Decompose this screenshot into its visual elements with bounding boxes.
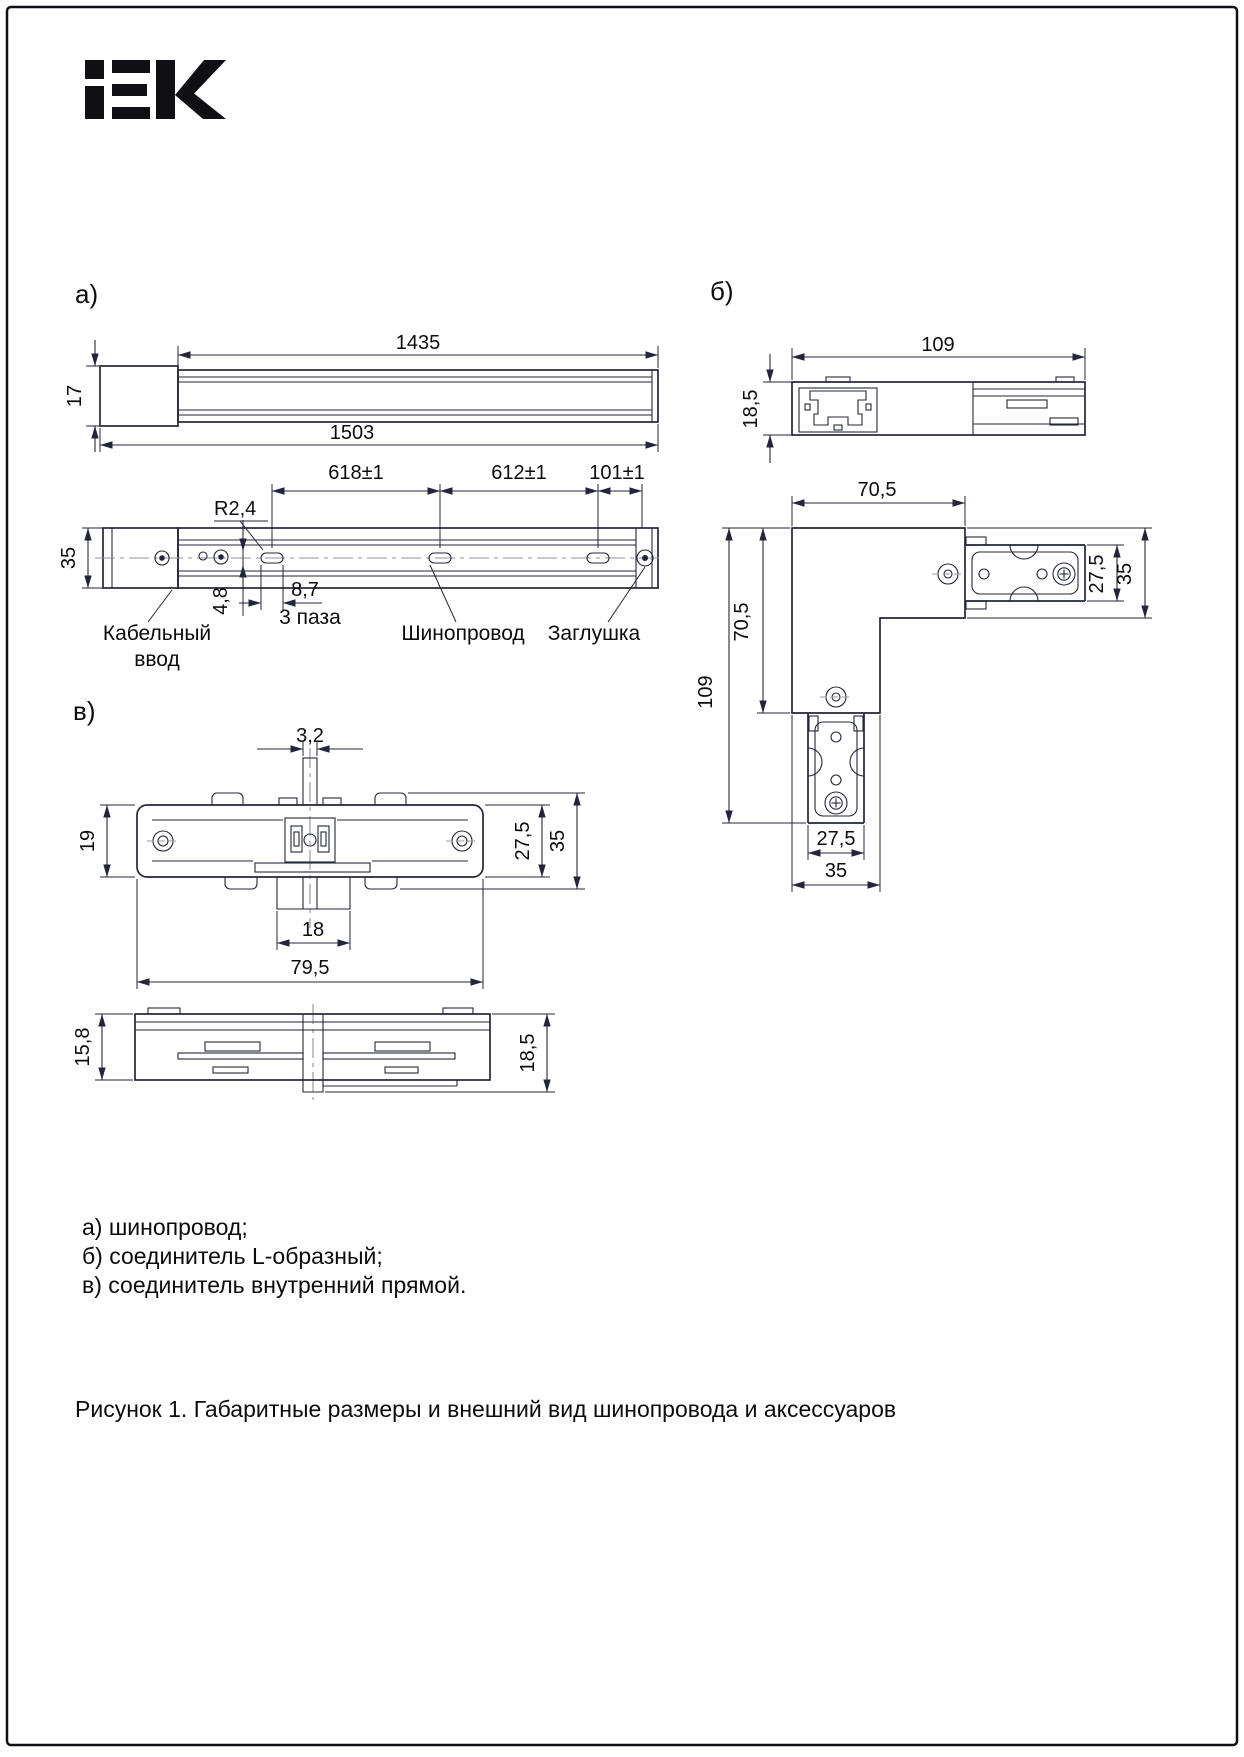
busbar-profile bbox=[178, 370, 658, 422]
busbar-plan-view bbox=[95, 528, 664, 588]
dim-18: 18 bbox=[301, 919, 325, 941]
dim-101: 101±1 bbox=[589, 462, 645, 484]
l-connector-side-view bbox=[792, 377, 1085, 435]
straight-connector-plan-view bbox=[137, 748, 483, 928]
straight-connector-side-view bbox=[135, 1004, 490, 1100]
hole-icon bbox=[199, 552, 207, 560]
dim-18-5-v: 18,5 bbox=[517, 1033, 539, 1073]
section-label-b: б) bbox=[710, 276, 734, 306]
dim-17: 17 bbox=[64, 384, 86, 408]
iek-logo bbox=[85, 60, 226, 119]
drawing-v bbox=[72, 696, 585, 1100]
dim-109-left: 109 bbox=[695, 675, 717, 709]
hole-icon bbox=[831, 775, 841, 785]
dim-8-7: 8,7 bbox=[291, 579, 319, 601]
drawing-a bbox=[58, 279, 664, 671]
dim-35-plan: 35 bbox=[547, 829, 569, 853]
hole-icon bbox=[831, 732, 841, 742]
dim-618: 618±1 bbox=[328, 462, 384, 484]
section-label-v: в) bbox=[73, 696, 96, 726]
section-label-a: а) bbox=[75, 279, 99, 309]
legend-item-v: в) соединитель внутренний прямой. bbox=[82, 1272, 467, 1298]
busbar-side-view bbox=[100, 366, 658, 426]
connector-profile bbox=[810, 391, 866, 425]
screw-icon bbox=[820, 687, 852, 707]
screw-icon bbox=[147, 831, 179, 851]
page-border bbox=[7, 7, 1237, 1745]
drawing-b bbox=[695, 276, 1152, 892]
screw-icon bbox=[1053, 563, 1075, 585]
label-cable-entry-2: ввод bbox=[134, 648, 180, 671]
dim-35-right: 35 bbox=[1114, 562, 1136, 586]
dim-19: 19 bbox=[77, 829, 99, 853]
l-connector-plan-view bbox=[792, 528, 1085, 823]
dim-15-8: 15,8 bbox=[72, 1027, 94, 1067]
dim-4-8: 4,8 bbox=[210, 587, 232, 615]
dim-radius: R2,4 bbox=[214, 498, 257, 520]
legend-item-a: а) шинопровод; bbox=[82, 1214, 248, 1240]
hole-icon bbox=[979, 569, 989, 579]
l-body bbox=[792, 528, 965, 713]
screw-icon bbox=[932, 564, 964, 584]
screw-icon bbox=[446, 831, 478, 851]
figure-caption: Рисунок 1. Габаритные размеры и внешний вид шинопровода и аксессуаров bbox=[75, 1396, 897, 1422]
dim-70-5-top: 70,5 bbox=[857, 479, 897, 501]
dim-79-5: 79,5 bbox=[290, 957, 330, 979]
screw-icon bbox=[825, 792, 847, 814]
legend-item-b: б) соединитель L-образный; bbox=[82, 1243, 383, 1269]
dim-3-2: 3,2 bbox=[296, 725, 324, 747]
label-cable-entry: Кабельный bbox=[102, 622, 212, 645]
dim-612: 612±1 bbox=[491, 462, 547, 484]
label-end-cap: Заглушка bbox=[547, 622, 641, 645]
note-3-slots: 3 паза bbox=[279, 606, 341, 629]
dim-70-5-left: 70,5 bbox=[731, 602, 753, 642]
dim-1435: 1435 bbox=[395, 332, 441, 354]
cable-entry-box bbox=[100, 366, 178, 426]
dim-1503: 1503 bbox=[329, 422, 375, 444]
dim-27-5-plan: 27,5 bbox=[512, 821, 534, 861]
dim-27-5-bottom: 27,5 bbox=[816, 828, 856, 850]
dim-27-5-right: 27,5 bbox=[1086, 554, 1108, 594]
dim-35-bottom: 35 bbox=[824, 860, 848, 882]
hole-icon bbox=[1037, 569, 1047, 579]
dim-35: 35 bbox=[58, 546, 80, 570]
bottom-block bbox=[277, 877, 350, 909]
dim-109-side: 109 bbox=[921, 334, 955, 356]
legend bbox=[82, 1214, 466, 1298]
label-busbar: Шинопровод bbox=[401, 622, 525, 645]
dim-18-5-side: 18,5 bbox=[740, 389, 762, 429]
